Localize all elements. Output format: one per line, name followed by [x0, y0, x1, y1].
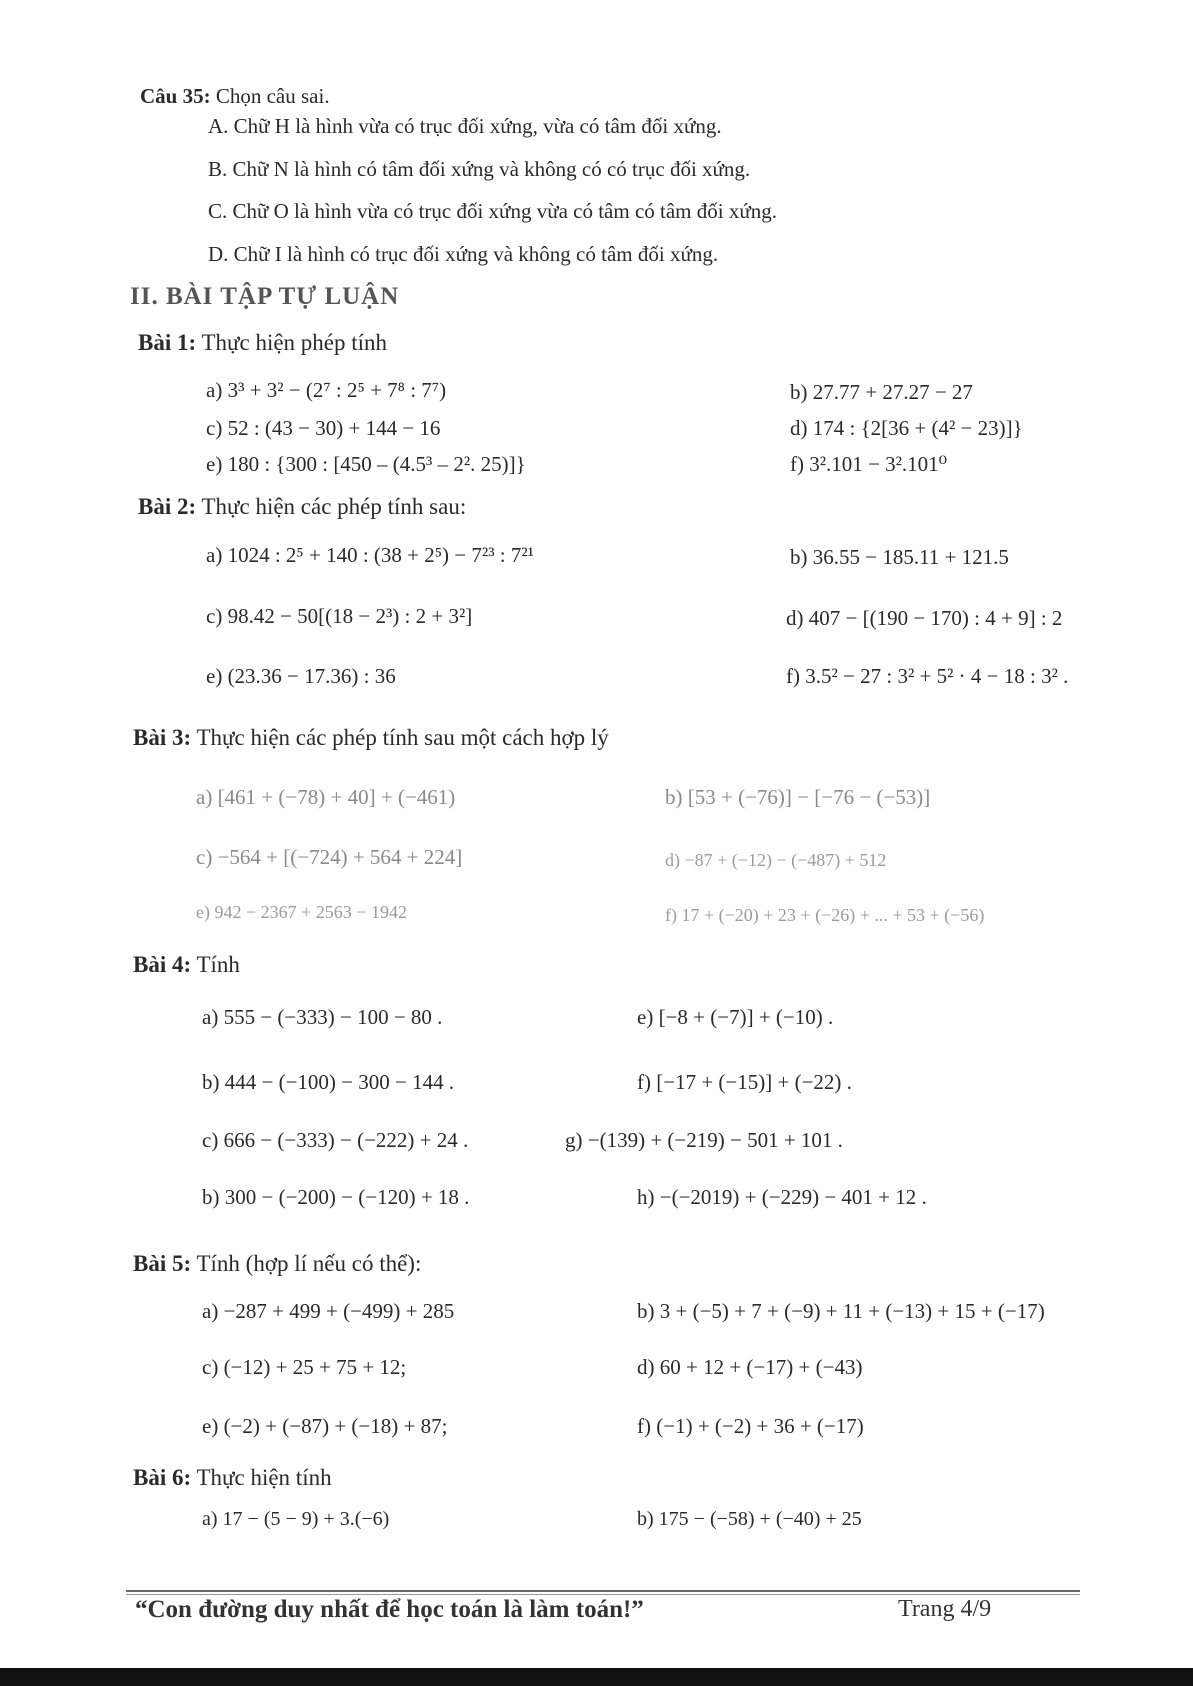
- option-c: C. Chữ O là hình vừa có trục đối xứng vừa có tâm có tâm đối xứng.: [208, 199, 777, 223]
- ex2-d: d) 407 − [(190 − 170) : 4 + 9] : 2: [786, 606, 1063, 630]
- page-number: Trang 4/9: [898, 1596, 992, 1622]
- option-a: A. Chữ H là hình vừa có trục đối xứng, vừa có tâm đối xứng.: [208, 114, 722, 138]
- ex2-e: e) (23.36 − 17.36) : 36: [206, 664, 396, 688]
- ex6-a: a) 17 − (5 − 9) + 3.(−6): [202, 1508, 390, 1530]
- exercise-1-heading: [138, 330, 387, 356]
- option-b: B. Chữ N là hình có tâm đối xứng và không có có trục đối xứng.: [208, 157, 751, 181]
- ex5-e: e) (−2) + (−87) + (−18) + 87;: [202, 1414, 448, 1438]
- option-d: D. Chữ I là hình có trục đối xứng và không có tâm đối xứng.: [208, 242, 719, 266]
- ex4-a: a) 555 − (−333) − 100 − 80 .: [202, 1005, 443, 1029]
- exercise-3-label: Bài 3:: [133, 725, 192, 750]
- ex2-c: c) 98.42 − 50[(18 − 2³) : 2 + 3²]: [206, 604, 473, 628]
- ex4-f: f) [−17 + (−15)] + (−22) .: [637, 1070, 852, 1094]
- ex5-a: a) −287 + 499 + (−499) + 285: [202, 1299, 455, 1323]
- section-title: II. BÀI TẬP TỰ LUẬN: [130, 283, 400, 310]
- ex4-h: h) −(−2019) + (−229) − 401 + 12 .: [637, 1185, 927, 1209]
- ex3-c: c) −564 + [(−724) + 564 + 224]: [196, 845, 463, 869]
- exercise-6-label: Bài 6:: [133, 1465, 192, 1490]
- exercise-5-text: Tính (hợp lí nếu có thể):: [196, 1251, 422, 1276]
- exercise-2-heading: [138, 494, 466, 520]
- ex6-b: b) 175 − (−58) + (−40) + 25: [637, 1508, 862, 1530]
- footer-divider: [126, 1590, 1080, 1592]
- ex5-b: b) 3 + (−5) + 7 + (−9) + 11 + (−13) + 15 + (−17): [637, 1299, 1045, 1323]
- exercise-6-heading: [133, 1465, 332, 1491]
- ex3-d: d) −87 + (−12) − (−487) + 512: [665, 850, 887, 870]
- ex1-b: b) 27.77 + 27.27 − 27: [790, 380, 973, 404]
- scan-edge-bar: [0, 1668, 1193, 1686]
- ex3-f: f) 17 + (−20) + 23 + (−26) + ... + 53 + (−56): [665, 905, 985, 925]
- exercise-4-text: Tính: [196, 952, 240, 977]
- ex1-a: a) 3³ + 3² − (2⁷ : 2⁵ + 7⁸ : 7⁷): [206, 378, 447, 402]
- question-35: [140, 84, 330, 109]
- ex1-f: f) 3².101 − 3².101⁰: [790, 452, 948, 476]
- ex4-g: g) −(139) + (−219) − 501 + 101 .: [565, 1128, 843, 1152]
- ex4-b2: b) 300 − (−200) − (−120) + 18 .: [202, 1185, 470, 1209]
- exercise-2-label: Bài 2:: [138, 494, 197, 519]
- ex3-e: e) 942 − 2367 + 2563 − 1942: [196, 902, 407, 922]
- ex5-c: c) (−12) + 25 + 75 + 12;: [202, 1355, 407, 1379]
- exercise-1-label: Bài 1:: [138, 330, 197, 355]
- exercise-3-text: Thực hiện các phép tính sau một cách hợp lý: [196, 725, 609, 750]
- ex5-d: d) 60 + 12 + (−17) + (−43): [637, 1355, 863, 1379]
- ex4-c: c) 666 − (−333) − (−222) + 24 .: [202, 1128, 469, 1152]
- ex4-e: e) [−8 + (−7)] + (−10) .: [637, 1005, 834, 1029]
- footer-divider-thin: [126, 1594, 1080, 1595]
- ex4-b: b) 444 − (−100) − 300 − 144 .: [202, 1070, 455, 1094]
- question-35-text: Chọn câu sai.: [215, 84, 330, 108]
- footer-quote: “Con đường duy nhất để học toán là làm toán!”: [135, 1596, 644, 1623]
- exercise-2-text: Thực hiện các phép tính sau:: [201, 494, 467, 519]
- exercise-5-label: Bài 5:: [133, 1251, 192, 1276]
- ex5-f: f) (−1) + (−2) + 36 + (−17): [637, 1414, 864, 1438]
- ex2-a: a) 1024 : 2⁵ + 140 : (38 + 2⁵) − 7²³ : 7²¹: [206, 543, 534, 567]
- ex1-d: d) 174 : {2[36 + (4² − 23)]}: [790, 416, 1023, 440]
- ex1-c: c) 52 : (43 − 30) + 144 − 16: [206, 416, 441, 440]
- question-35-label: Câu 35:: [140, 84, 211, 108]
- exercise-6-text: Thực hiện tính: [196, 1465, 332, 1490]
- exercise-4-label: Bài 4:: [133, 952, 192, 977]
- ex1-e: e) 180 : {300 : [450 – (4.5³ – 2². 25)]}: [206, 452, 526, 476]
- exercise-3-heading: [133, 725, 609, 751]
- ex3-a: a) [461 + (−78) + 40] + (−461): [196, 785, 456, 809]
- exercise-1-text: Thực hiện phép tính: [201, 330, 388, 355]
- ex2-b: b) 36.55 − 185.11 + 121.5: [790, 545, 1009, 569]
- exercise-4-heading: [133, 952, 240, 978]
- ex2-f: f) 3.5² − 27 : 3² + 5² · 4 − 18 : 3² .: [786, 664, 1069, 688]
- exercise-5-heading: [133, 1251, 421, 1277]
- ex3-b: b) [53 + (−76)] − [−76 − (−53)]: [665, 785, 931, 809]
